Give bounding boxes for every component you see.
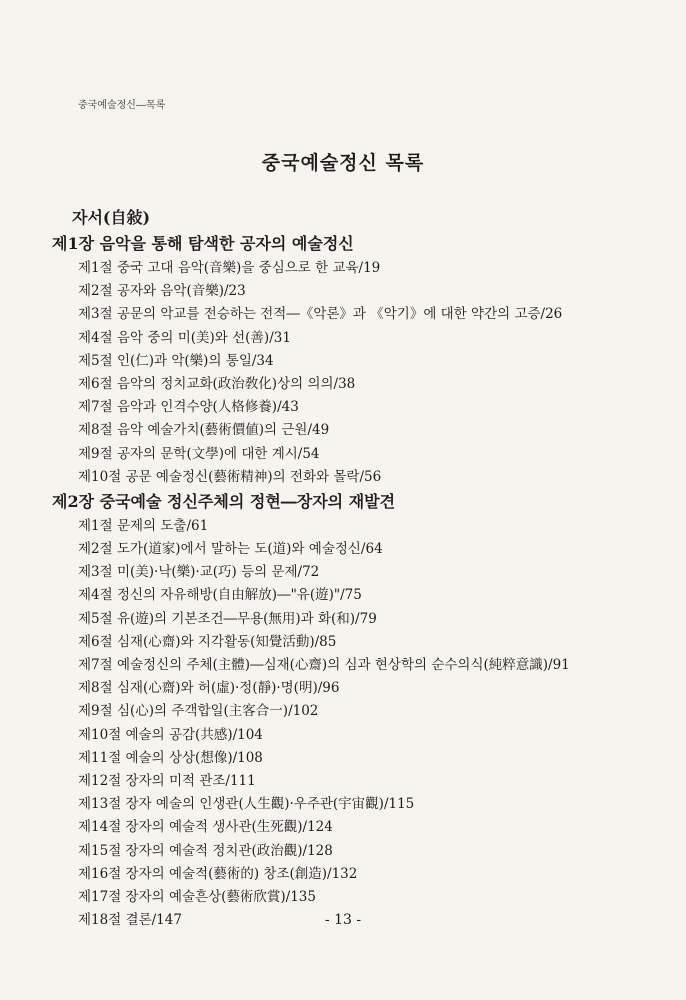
toc-section-entry: 제15절 장자의 예술적 정치관(政治觀)/128: [78, 842, 333, 859]
page-title: 중국예술정신 목록: [261, 152, 425, 174]
toc-section-entry: 제3절 미(美)·낙(樂)·교(巧) 등의 문제/72: [78, 564, 320, 581]
toc-section-entry: 제18절 결론/147: [78, 912, 182, 929]
toc-section-entry: 제1절 문제의 도출/61: [78, 517, 209, 534]
toc-section-entry: 제7절 예술정신의 주체(主體)―심재(心齋)의 심과 현상학의 순수의식(純粹意識)/91: [78, 657, 570, 673]
toc-section-entry: 제1절 중국 고대 음악(音樂)을 중심으로 한 교육/19: [78, 260, 381, 276]
toc-preface: 자서(自敍): [72, 208, 151, 227]
toc-section-entry: 제16절 장자의 예술적(藝術的) 창조(創造)/132: [78, 865, 358, 882]
toc-section-entry: 제3절 공문의 악교를 전승하는 전적―《악론》과 《악기》에 대한 약간의 고증/26: [78, 306, 563, 323]
toc-section-entry: 제6절 심재(心齋)와 지각활동(知覺活動)/85: [78, 633, 337, 650]
toc-section-entry: 제6절 음악의 정치교화(政治敎化)상의 의의/38: [78, 375, 356, 392]
table-of-contents: [52, 205, 652, 932]
toc-section-entry: 제12절 장자의 미적 관조/111: [78, 772, 256, 789]
toc-chapter-heading: 제2장 중국예술 정신주체의 정현―장자의 재발견: [52, 491, 396, 511]
toc-chapter-heading: 제1장 음악을 통해 탐색한 공자의 예술정신: [52, 234, 354, 253]
toc-section-entry: 제10절 예술의 공감(共感)/104: [78, 726, 263, 743]
toc-section-entry: 제2절 도가(道家)에서 말하는 도(道)와 예술정신/64: [78, 541, 383, 558]
toc-section-entry: 제13절 장자 예술의 인생관(人生觀)·우주관(宇宙觀)/115: [78, 796, 415, 813]
toc-section-entry: 제2절 공자와 음악(音樂)/23: [78, 283, 246, 300]
toc-section-entry: 제8절 심재(心齋)와 허(虛)·정(靜)·명(明)/96: [78, 680, 340, 697]
toc-section-entry: 제9절 공자의 문학(文學)에 대한 계시/54: [78, 445, 320, 462]
running-header: 중국예술정신―목록: [78, 100, 166, 111]
toc-section-entry: 제8절 음악 예술가치(藝術價値)의 근원/49: [78, 422, 330, 439]
toc-section-entry: 제5절 인(仁)과 악(樂)의 통일/34: [78, 352, 274, 369]
toc-section-entry: 제17절 장자의 예술흔상(藝術欣賞)/135: [78, 888, 316, 905]
page-number: - 13 -: [324, 912, 362, 928]
toc-section-entry: 제11절 예술의 상상(想像)/108: [78, 749, 263, 766]
toc-section-entry: 제4절 정신의 자유해방(自由解放)―"유(遊)"/75: [78, 587, 362, 604]
toc-chapters: [52, 231, 652, 932]
toc-section-entry: 제5절 유(遊)의 기본조건―무용(無用)과 화(和)/79: [78, 610, 377, 627]
toc-section-entry: 제7절 음악과 인격수양(人格修養)/43: [78, 399, 299, 416]
toc-section-entry: 제10절 공문 예술정신(藝術精神)의 전화와 몰락/56: [78, 468, 382, 485]
toc-section-entry: 제9절 심(心)의 주객합일(主客合一)/102: [78, 703, 319, 720]
toc-section-entry: 제4절 음악 중의 미(美)와 선(善)/31: [78, 329, 291, 346]
toc-section-entry: 제14절 장자의 예술적 생사관(生死觀)/124: [78, 819, 333, 836]
